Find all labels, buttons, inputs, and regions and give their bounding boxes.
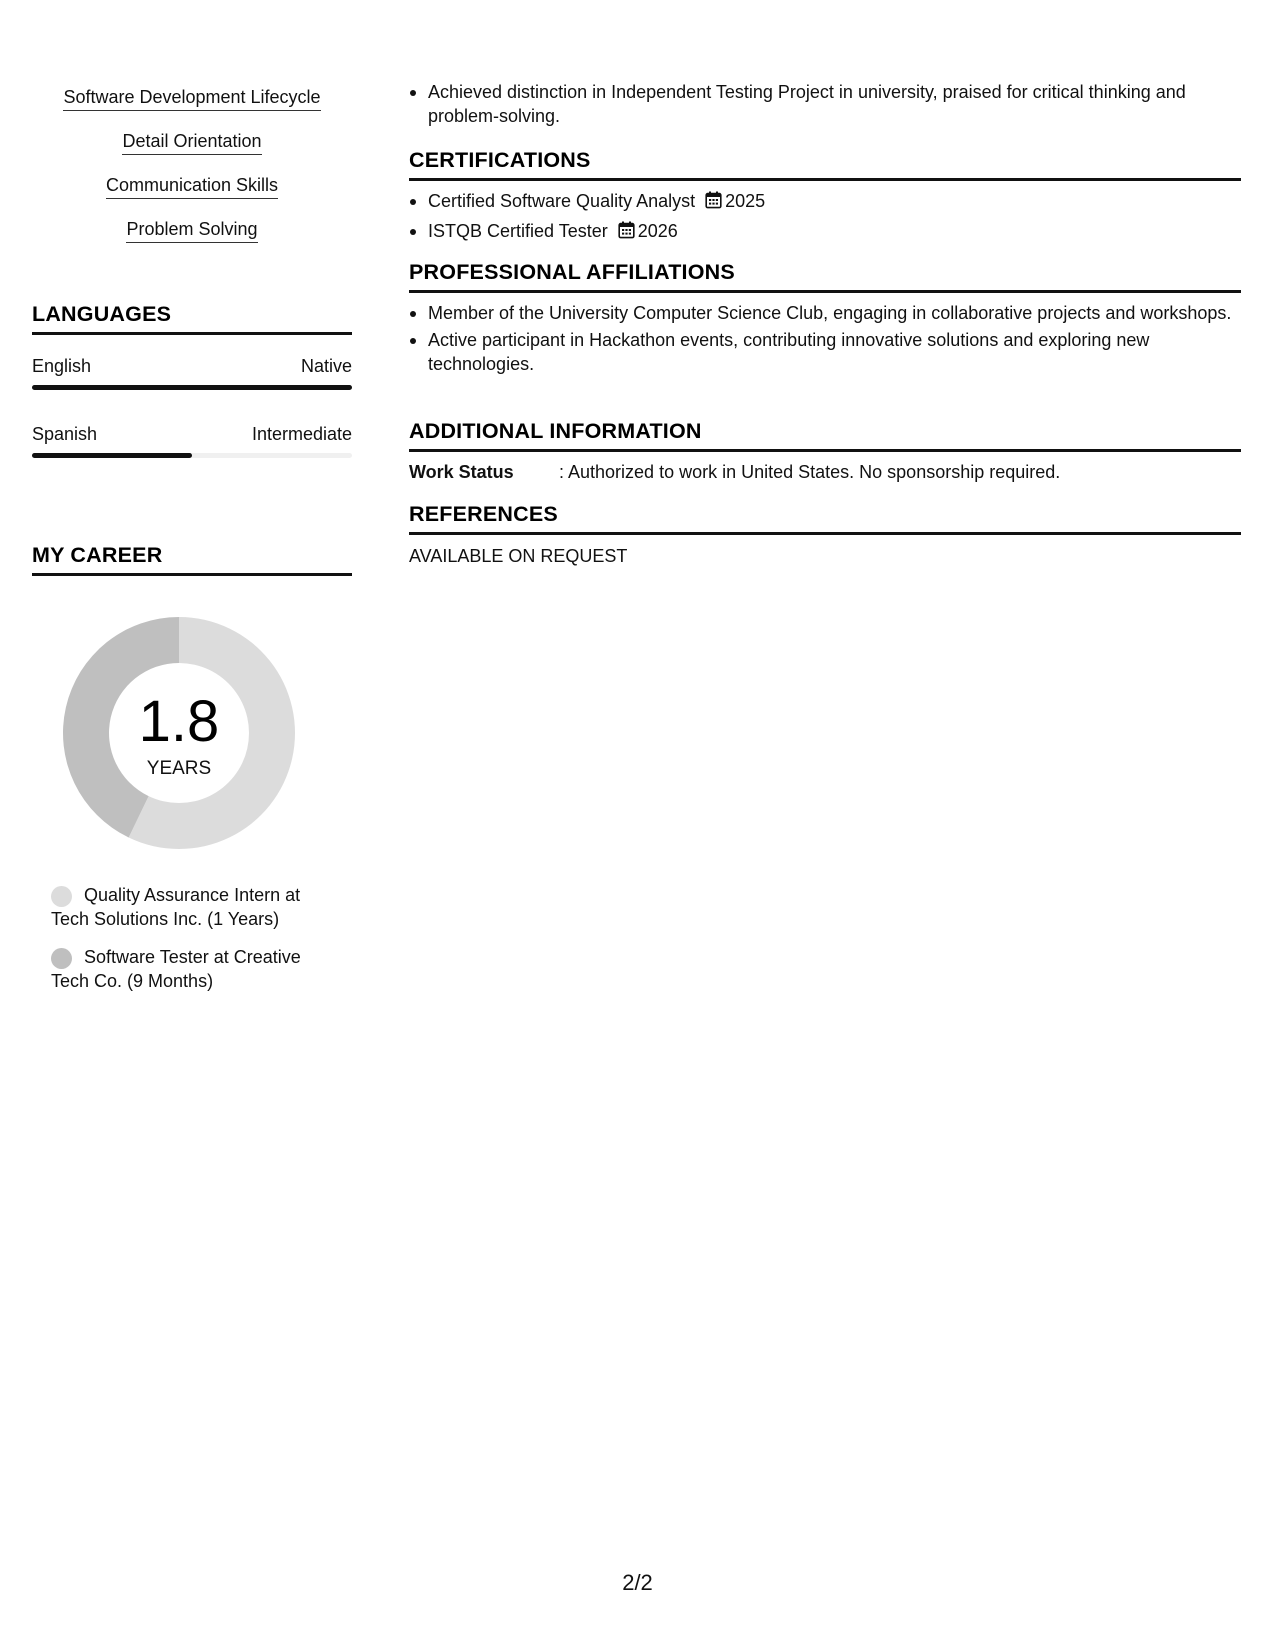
certification-name: Certified Software Quality Analyst [428, 191, 696, 211]
career-legend [51, 883, 341, 1007]
work-status-value: : Authorized to work in United States. No sponsorship required. [559, 462, 1061, 482]
certifications-section [409, 148, 1241, 249]
skill-item: Communication Skills [106, 174, 278, 199]
references-section [409, 502, 1241, 568]
skills-list [32, 86, 352, 262]
certification-item [409, 189, 1241, 215]
achievement-item: Achieved distinction in Independent Testing Project in university, praised for critical thinking and problem-solving. [409, 80, 1241, 128]
work-status-row [409, 460, 1241, 484]
language-level: Native [300, 356, 352, 376]
affiliations-section [409, 260, 1241, 379]
language-name: English [32, 356, 92, 376]
legend-dot [51, 948, 72, 969]
work-status-label: Work Status [409, 462, 514, 482]
affiliation-item: Member of the University Computer Science Club, engaging in collaborative projects and workshops. [409, 301, 1241, 325]
skill-item: Software Development Lifecycle [63, 86, 320, 111]
language-name: Spanish [32, 424, 98, 444]
language-proficiency-bar [32, 385, 352, 390]
certification-year: 2026 [637, 221, 678, 241]
language-proficiency-fill [32, 385, 352, 390]
calendar-icon [705, 191, 722, 215]
additional-info-section [409, 419, 1241, 484]
career-legend-label: Quality Assurance Intern at Tech Solutions Inc. (1 Years) [51, 885, 301, 929]
career-donut-chart [56, 610, 302, 856]
certification-name: ISTQB Certified Tester [428, 221, 608, 241]
languages-section [32, 302, 352, 458]
language-item [32, 355, 352, 390]
affiliations-title: PROFESSIONAL AFFILIATIONS [409, 260, 1241, 293]
career-legend-item [51, 883, 341, 931]
certification-item [409, 219, 1241, 245]
certification-year: 2025 [725, 191, 766, 211]
legend-dot [51, 886, 72, 907]
achievements-section [409, 80, 1241, 128]
skill-item: Detail Orientation [122, 130, 261, 155]
references-title: REFERENCES [409, 502, 1241, 535]
affiliation-item: Active participant in Hackathon events, contributing innovative solutions and exploring new technologies. [409, 328, 1241, 376]
page-number: 2/2 [622, 1570, 653, 1595]
language-item [32, 423, 352, 458]
career-total-years: 1.8 [138, 689, 220, 754]
career-donut-center [56, 610, 302, 856]
languages-title: LANGUAGES [32, 302, 352, 335]
career-section [32, 543, 352, 991]
career-title: MY CAREER [32, 543, 352, 576]
additional-info-title: ADDITIONAL INFORMATION [409, 419, 1241, 452]
career-legend-label: Software Tester at Creative Tech Co. (9 Months) [51, 947, 301, 991]
skill-item: Problem Solving [126, 218, 257, 243]
calendar-icon [618, 221, 635, 245]
career-legend-item [51, 945, 341, 993]
certifications-title: CERTIFICATIONS [409, 148, 1241, 181]
language-proficiency-bar [32, 453, 352, 458]
references-text: AVAILABLE ON REQUEST [409, 546, 628, 566]
language-level: Intermediate [251, 424, 352, 444]
career-total-unit: YEARS [146, 758, 212, 779]
language-proficiency-fill [32, 453, 192, 458]
